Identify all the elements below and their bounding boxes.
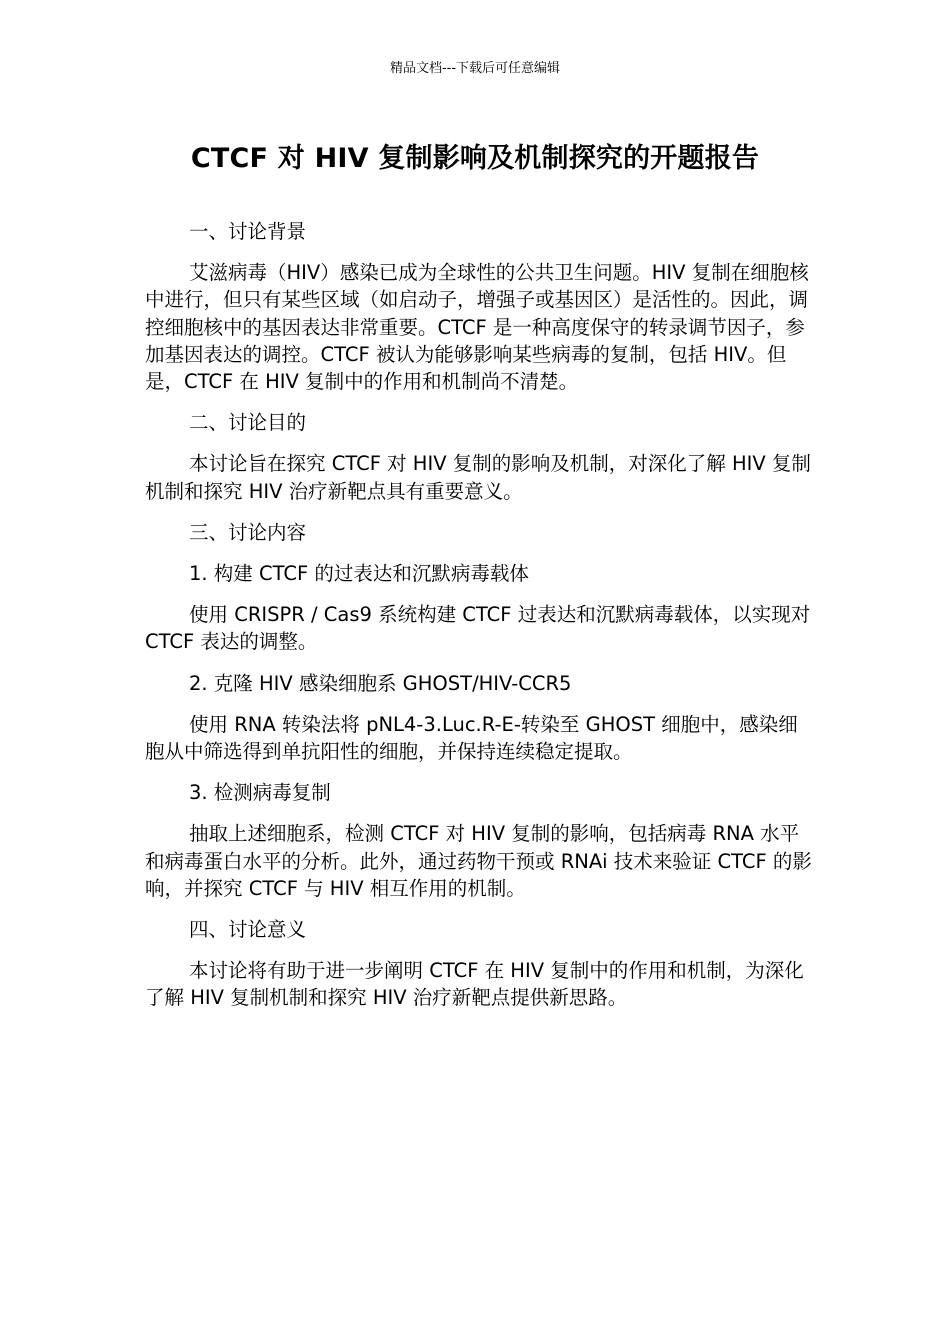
subheading-virus-detection: 3. 检测病毒复制 bbox=[189, 781, 331, 805]
section-heading-content: 三、讨论内容 bbox=[189, 521, 307, 545]
paragraph-vector-construction: 使用 CRISPR / Cas9 系统构建 CTCF 过表达和沉默病毒载体，以实现对 CTCF 表达的调整。 bbox=[145, 603, 811, 654]
paragraph-background: 艾滋病毒（HIV）感染已成为全球性的公共卫生问题。HIV 复制在细胞核中进行，但只有某些区域（如启动子，增强子或基因区）是活性的。因此，调控细胞核中的基因表达非常重要。CTCF 是一种高度保守的转录调节因子，参加基因表达的调控。CTCF 被认为能够影响某些病毒的复制，包括 HIV。但是，CTCF 在 HIV 复制中的作用和机制尚不清楚。 bbox=[145, 261, 809, 394]
subheading-vector-construction: 1. 构建 CTCF 的过表达和沉默病毒载体 bbox=[189, 562, 529, 586]
document-body bbox=[145, 218, 815, 1026]
paragraph-virus-detection: 抽取上述细胞系，检测 CTCF 对 HIV 复制的影响，包括病毒 RNA 水平和病毒蛋白水平的分析。此外，通过药物干预或 RNAi 技术来验证 CTCF 的影响，并探究 CTCF 与 HIV 相互作用的机制。 bbox=[145, 822, 812, 900]
paragraph-purpose: 本讨论旨在探究 CTCF 对 HIV 复制的影响及机制，对深化了解 HIV 复制机制和探究 HIV 治疗新靶点具有重要意义。 bbox=[145, 452, 811, 503]
paragraph-cell-line-cloning: 使用 RNA 转染法将 pNL4-3.Luc.R-E-转染至 GHOST 细胞中，感染细胞从中筛选得到单抗阳性的细胞，并保持连续稳定提取。 bbox=[145, 712, 798, 763]
section-heading-background: 一、讨论背景 bbox=[189, 220, 307, 243]
section-heading-significance: 四、讨论意义 bbox=[189, 918, 307, 942]
section-heading-purpose: 二、讨论目的 bbox=[189, 411, 307, 435]
document-title: CTCF 对 HIV 复制影响及机制探究的开题报告 bbox=[190, 143, 760, 174]
page-header: 精品文档---下载后可任意编辑 bbox=[389, 61, 561, 76]
paragraph-significance: 本讨论将有助于进一步阐明 CTCF 在 HIV 复制中的作用和机制，为深化了解 HIV 复制机制和探究 HIV 治疗新靶点提供新思路。 bbox=[145, 959, 804, 1010]
subheading-cell-line-cloning: 2. 克隆 HIV 感染细胞系 GHOST/HIV-CCR5 bbox=[189, 671, 572, 695]
